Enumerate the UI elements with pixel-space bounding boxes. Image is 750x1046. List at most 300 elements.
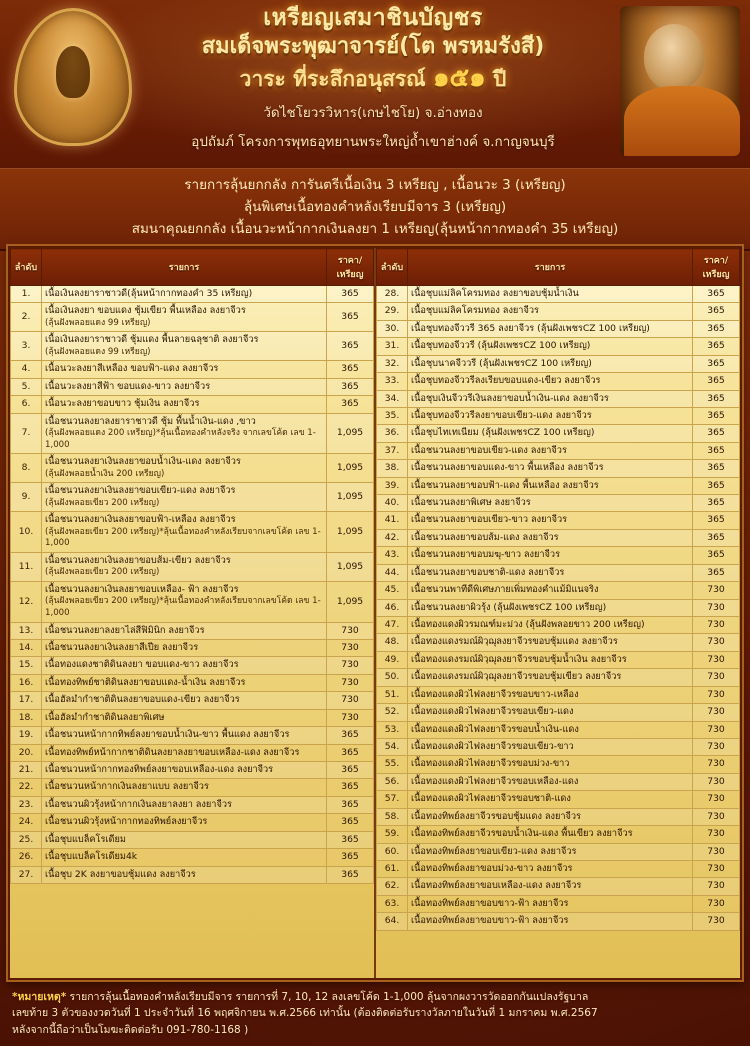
- row-price: 730: [693, 704, 740, 721]
- table-row: [377, 373, 740, 390]
- row-item: [42, 831, 327, 848]
- row-item: [42, 413, 327, 454]
- row-number: 22.: [11, 779, 42, 796]
- row-number: 63.: [377, 895, 408, 912]
- row-item: [408, 721, 693, 738]
- table-row: [11, 512, 374, 553]
- monk-portrait-icon: [620, 6, 740, 156]
- table-row: [377, 338, 740, 355]
- row-item: [408, 582, 693, 599]
- row-item: [42, 454, 327, 483]
- row-item: [408, 895, 693, 912]
- header-item: รายการ: [408, 249, 693, 286]
- row-item: [42, 692, 327, 709]
- table-row: [377, 669, 740, 686]
- row-price: 365: [327, 814, 374, 831]
- row-item: [408, 512, 693, 529]
- row-price: 730: [693, 860, 740, 877]
- table-row: [11, 779, 374, 796]
- row-item-main: เนื้อชุบ 2K ลงยาขอบชุ้มแดง ลงยาจีวร: [45, 868, 196, 880]
- row-number: 17.: [11, 692, 42, 709]
- row-number: 45.: [377, 582, 408, 599]
- promo-line-3: สมนาคุณยกกลัง เนื้อนวะหน้ากากเงินลงยา 1 เหรียญ(ลุ้นหน้ากากทองคำ 35 เหรียญ): [131, 220, 619, 237]
- title-line-2: สมเด็จพระพุฒาจารย์(โต พรหมรังสี): [201, 33, 545, 59]
- row-item: [408, 808, 693, 825]
- row-number: 25.: [11, 831, 42, 848]
- row-number: 60.: [377, 843, 408, 860]
- row-number: 24.: [11, 814, 42, 831]
- row-item-sub: (ลุ้นฝังพลอยแดง 200 เหรียญ)*ลุ้นเนื้อทองคำหลังจริง จากเลขโค้ด เลข 1-1,000: [45, 428, 316, 450]
- subtitle-line-1: วัดไชโยวรวิหาร(เกษไชโย) จ.อ่างทอง: [263, 105, 483, 122]
- row-price: 365: [693, 320, 740, 337]
- row-price: 365: [327, 378, 374, 395]
- row-item-main: เนื้อเงินลงยา ขอบแดง ชุ้มเขียว พื้นเหลือง ลงยาจีวร: [45, 305, 246, 317]
- row-item-main: เนื้อชุบเงินจีววรีเงินลงยาขอบน้ำเงิน-แดง ลงยาจีวร: [411, 392, 609, 404]
- row-item-main: เนื้อชุบทองจีววรีลงเรียบขอบแดง-เขียว ลงยาจีวร: [411, 375, 601, 387]
- row-item: [408, 529, 693, 546]
- table-row: [11, 727, 374, 744]
- row-price: 365: [327, 332, 374, 361]
- row-number: 56.: [377, 773, 408, 790]
- row-item-main: เนื้อชุบไทเทเนียม (ลุ้นฝังเพชรCZ 100 เหรียญ): [411, 427, 595, 439]
- table-header-row: [11, 249, 374, 286]
- row-item-main: เนื้อนวะลงยาสีเหลือง ขอบฟ้า-แดง ลงยาจีวร: [45, 363, 219, 375]
- table-row: [377, 651, 740, 668]
- row-item-main: เนื้อทองแดงผิวไฟลงยาจีวรขอบเหลือง-แดง: [411, 775, 579, 787]
- row-item-main: เนื้อชนวนหน้ากากทองทิพย์ลงยาขอบเหลือง-แดง ลงยาจีวร: [45, 763, 274, 775]
- row-price: 365: [327, 361, 374, 378]
- row-item-main: เนื้อนวะลงยาขอบขาว ชุ้มเงิน ลงยาจีวร: [45, 398, 200, 410]
- table-row: [377, 390, 740, 407]
- row-item: [42, 552, 327, 581]
- row-price: 730: [693, 599, 740, 616]
- row-item: [42, 483, 327, 512]
- row-item-main: เนื้อทองแดงผิวไฟลงยาจีวรขอบเขียว-ขาว: [411, 740, 574, 752]
- row-price: 365: [693, 547, 740, 564]
- row-number: 5.: [11, 378, 42, 395]
- row-number: 59.: [377, 826, 408, 843]
- title-line-3: [132, 61, 614, 96]
- table-row: [11, 709, 374, 726]
- table-row: [377, 791, 740, 808]
- anniversary-years: ๑๕๑: [432, 63, 486, 94]
- row-item: [42, 640, 327, 657]
- row-item: [408, 826, 693, 843]
- row-item: [408, 756, 693, 773]
- table-row: [377, 547, 740, 564]
- row-item-main: เนื้อทองทิพย์ลงยาจีวรขอบน้ำเงิน-แดง พื้นเขียว ลงยาจีวร: [411, 828, 633, 840]
- row-item: [42, 727, 327, 744]
- table-row: [377, 425, 740, 442]
- table-row: [11, 581, 374, 622]
- row-number: 33.: [377, 373, 408, 390]
- row-number: 26.: [11, 849, 42, 866]
- footer-line-3: หลังจากนี้ถือว่าเป็นโมฆะติดต่อรับ 091-780-1168 ): [12, 1023, 249, 1036]
- row-item: [408, 617, 693, 634]
- table-row: [11, 744, 374, 761]
- row-price: 365: [693, 442, 740, 459]
- row-item: [408, 704, 693, 721]
- row-price: 730: [693, 913, 740, 930]
- row-number: 19.: [11, 727, 42, 744]
- row-item: [408, 791, 693, 808]
- row-price: 730: [693, 582, 740, 599]
- row-price: 365: [327, 286, 374, 303]
- table-row: [11, 761, 374, 778]
- row-number: 37.: [377, 442, 408, 459]
- row-item: [408, 651, 693, 668]
- row-item-main: เนื้อทองแดงผิวไฟลงยาจีวรขอบขาว-เหลือง: [411, 688, 579, 700]
- row-item: [408, 634, 693, 651]
- row-price: 365: [693, 564, 740, 581]
- footer-line-1: รายการลุ้นเนื้อทองคำหลังเรียบมีจาร รายการที่ 7, 10, 12 ลงเลขโค้ด 1-1,000 ลุ้นจากผงวารวัดออกกันแปลงรัฐบาล: [66, 991, 589, 1004]
- row-number: 35.: [377, 407, 408, 424]
- table-row: [377, 913, 740, 930]
- table-row: [377, 407, 740, 424]
- row-item: [408, 878, 693, 895]
- row-number: 46.: [377, 599, 408, 616]
- table-row: [377, 686, 740, 703]
- row-item-main: เนื้อชนวนหน้ากากทิพย์ลงยาขอบน้ำเงิน-ขาว พื้นแดง ลงยาจีวร: [45, 729, 290, 741]
- table-row: [377, 477, 740, 494]
- row-item: [408, 320, 693, 337]
- row-number: 9.: [11, 483, 42, 512]
- row-item: [408, 773, 693, 790]
- row-item-main: เนื้อชุบทองจีววรี 365 ลงยาจีวร (ลุ้นฝังเพชรCZ 100 เหรียญ): [411, 322, 650, 334]
- header-item: รายการ: [42, 249, 327, 286]
- row-number: 50.: [377, 669, 408, 686]
- row-item: [42, 286, 327, 303]
- row-number: 41.: [377, 512, 408, 529]
- poster-header: [0, 0, 750, 168]
- row-price: 365: [693, 425, 740, 442]
- table-row: [377, 634, 740, 651]
- table-row: [11, 361, 374, 378]
- row-number: 15.: [11, 657, 42, 674]
- row-price: 365: [693, 355, 740, 372]
- row-item-main: เนื้อเงินลงยาราชาวดี(ลุ้นหน้ากากทองคำ 35 เหรียญ): [45, 288, 253, 299]
- row-item: [408, 390, 693, 407]
- row-price: 1,095: [327, 512, 374, 553]
- table-row: [377, 355, 740, 372]
- row-item-main: เนื้อชนวนลงยาขอบมฆุ-ขาว ลงยาจีวร: [411, 549, 561, 561]
- row-item: [408, 599, 693, 616]
- row-item: [408, 338, 693, 355]
- row-item-main: เนื้อชนวนลงยาขอบชาติ-แดง ลงยาจีวร: [411, 566, 565, 578]
- table-row: [377, 564, 740, 581]
- row-item-main: เนื้อชนวนลงยาลงยาราชาวดี ชุ้ม พื้นน้ำเงิน-แดง ,ขาว: [45, 415, 256, 427]
- row-item-main: เนื้อชนวนลงยาขอบฟ้า-แดง พื้นเหลือง ลงยาจีวร: [411, 479, 599, 491]
- table-row: [11, 396, 374, 413]
- row-item-main: เนื้อทองแดงรมณ์ผิวฺฌุลงยาจีวรขอบชุ้มแดง ลงยาจีวร: [411, 636, 618, 648]
- table-row: [377, 860, 740, 877]
- title-line-1: เหรียญเสมาชินบัญชร: [263, 5, 483, 31]
- row-item: [42, 709, 327, 726]
- row-price: 730: [693, 617, 740, 634]
- row-number: 47.: [377, 617, 408, 634]
- table-row: [377, 582, 740, 599]
- row-number: 1.: [11, 286, 42, 303]
- row-item-main: เนื้อทองแดงรมณ์ผิวฺฌุลงยาจีวรขอบชุ้มเขียว ลงยาจีวร: [411, 671, 622, 683]
- row-number: 43.: [377, 547, 408, 564]
- row-number: 51.: [377, 686, 408, 703]
- row-item: [42, 744, 327, 761]
- row-price: 730: [693, 843, 740, 860]
- row-price: 365: [327, 849, 374, 866]
- table-row: [377, 617, 740, 634]
- row-item-main: เนื้อนวะลงยาสีฟ้า ขอบแดง-ขาว ลงยาจีวร: [45, 380, 211, 392]
- row-item-main: เนื้อชุบแม่ลิคโครมทอง ลงยาจีวร: [411, 305, 539, 317]
- row-number: 2.: [11, 303, 42, 332]
- table-row: [11, 552, 374, 581]
- row-price: 730: [327, 674, 374, 691]
- row-item-main: เนื้อทองทิพย์ลงยาขอบขาว-ฟ้า ลงยาจีวร: [411, 897, 569, 909]
- row-number: 6.: [11, 396, 42, 413]
- table-row: [11, 640, 374, 657]
- row-price: 730: [327, 692, 374, 709]
- row-item: [42, 657, 327, 674]
- row-item: [42, 396, 327, 413]
- row-item: [408, 303, 693, 320]
- row-item: [408, 860, 693, 877]
- row-price: 365: [693, 512, 740, 529]
- footer-note: [8, 987, 742, 1040]
- row-item: [408, 686, 693, 703]
- row-item-main: เนื้อชนวนลงยาขอบเขียว-แดง ลงยาจีวร: [411, 444, 567, 456]
- row-price: 730: [693, 686, 740, 703]
- row-item-main: เนื้อทองแดงผิวไฟลงยาจีวรขอบน้ำเงิน-แดง: [411, 723, 579, 735]
- row-price: 365: [693, 477, 740, 494]
- row-item-main: เนื้อชนวนลงยาเงินลงยาขอบเหลือง- ฟ้า ลงยาจีวร: [45, 583, 239, 595]
- row-item-main: เนื้อชนวนลงยาผิวรุ้ง (ลุ้นฝังเพชรCZ 100 เหรียญ): [411, 601, 607, 613]
- row-number: 52.: [377, 704, 408, 721]
- table-row: [377, 495, 740, 512]
- row-price: 730: [693, 808, 740, 825]
- table-row: [377, 773, 740, 790]
- table-row: [11, 866, 374, 883]
- row-item: [42, 796, 327, 813]
- row-item: [42, 581, 327, 622]
- row-price: 730: [327, 640, 374, 657]
- row-item-main: เนื้อฮัลมำกำชาติดินลงยาพิเศษ: [45, 711, 165, 723]
- row-item: [42, 303, 327, 332]
- table-row: [377, 512, 740, 529]
- title-line-3-post: ปี: [485, 67, 507, 92]
- row-price: 365: [327, 396, 374, 413]
- row-price: 365: [693, 338, 740, 355]
- row-item-main: เนื้อเงินลงยาราชาวดี ชุ้มแดง พื้นลายฉลุชาติ ลงยาจีวร: [45, 334, 259, 346]
- row-number: 16.: [11, 674, 42, 691]
- row-item-main: เนื้อชนวนลงยาขอบแดง-ขาว พื้นเหลือง ลงยาจีวร: [411, 462, 604, 474]
- row-item-main: เนื้อชุบแม่ลิคโครมทอง ลงยาขอบชุ้มน้ำเงิน: [411, 288, 579, 299]
- table-row: [11, 378, 374, 395]
- price-list-left-column: [10, 248, 376, 978]
- row-number: 61.: [377, 860, 408, 877]
- row-item-main: เนื้อทองทิพย์ลงยาขอบเขียว-แดง ลงยาจีวร: [411, 845, 577, 857]
- row-item-sub: (ลุ้นฝังพลอยเขียว 200 เหรียญ)*ลุ้นเนื้อทองคำหลังเรียบจากเลขโค้ด เลข 1-1,000: [45, 526, 321, 549]
- table-row: [11, 332, 374, 361]
- row-item-main: เนื้อชนวนผิวรุ้งหน้ากากทองทิพย์ลงยาจีวร: [45, 816, 208, 828]
- row-item: [408, 564, 693, 581]
- row-item-main: เนื้อทองทิพย์ลงยาขอบขาว-ฟ้า ลงยาจีวร: [411, 915, 569, 927]
- row-price: 365: [693, 286, 740, 303]
- table-row: [377, 826, 740, 843]
- row-number: 64.: [377, 913, 408, 930]
- table-row: [377, 286, 740, 303]
- row-number: 54.: [377, 738, 408, 755]
- price-list-table: [8, 246, 742, 980]
- table-row: [11, 454, 374, 483]
- price-table-right: [376, 248, 740, 931]
- header-no: ลำดับ: [377, 249, 408, 286]
- table-row: [377, 442, 740, 459]
- row-item-main: เนื้อทองทิพย์ลงยาขอบม่วง-ขาว ลงยาจีวร: [411, 862, 573, 874]
- row-price: 730: [327, 709, 374, 726]
- header-price: ราคา/เหรียญ: [693, 249, 740, 286]
- row-item-main: เนื้อชนวนลงยาเงินลงยาขอบเขียว-แดง ลงยาจีวร: [45, 485, 236, 497]
- row-price: 365: [693, 407, 740, 424]
- row-price: 1,095: [327, 454, 374, 483]
- row-item-main: เนื้อชนวนลงยาเงินลงยาสีเปีย ลงยาจีวร: [45, 642, 199, 654]
- row-number: 28.: [377, 286, 408, 303]
- row-item-main: เนื้อชนวนลงยาเงินลงยาขอบฟ้า-เหลือง ลงยาจีวร: [45, 514, 236, 526]
- row-item-main: เนื้อชุบทองจีววรีลงยาขอบเขียว-แดง ลงยาจีวร: [411, 409, 592, 421]
- header-text-block: [132, 4, 614, 154]
- row-number: 40.: [377, 495, 408, 512]
- row-number: 10.: [11, 512, 42, 553]
- table-row: [377, 320, 740, 337]
- row-price: 730: [693, 895, 740, 912]
- row-item: [408, 477, 693, 494]
- row-number: 49.: [377, 651, 408, 668]
- row-item-main: เนื้อชนวนลงยาลงยาไล่สีฟิมินิก ลงยาจีวร: [45, 624, 205, 636]
- row-item: [408, 843, 693, 860]
- row-item-main: เนื้อทองทิพย์ลงยาขอบเหลือง-แดง ลงยาจีวร: [411, 880, 582, 892]
- promo-line-2: ลุ้นพิเศษเนื้อทองคำหลังเรียบมีจาร 3 (เหรียญ): [243, 198, 507, 215]
- row-item-main: เนื้อชนวนลงยาเงินลงยาขอบน้ำเงิน-แดง ลงยาจีวร: [45, 456, 241, 468]
- table-row: [377, 460, 740, 477]
- row-price: 365: [693, 460, 740, 477]
- table-row: [11, 796, 374, 813]
- row-item-main: เนื้อทองทิพย์ลงยาจีวรขอบชุ้มแดง ลงยาจีวร: [411, 810, 581, 822]
- row-item: [408, 425, 693, 442]
- row-number: 32.: [377, 355, 408, 372]
- row-number: 7.: [11, 413, 42, 454]
- row-item: [408, 669, 693, 686]
- row-item-main: เนื้อทองแดงชาติดินลงยา ขอบแดง-ขาว ลงยาจีวร: [45, 659, 239, 671]
- row-item: [42, 779, 327, 796]
- row-item: [42, 332, 327, 361]
- table-row: [11, 657, 374, 674]
- row-number: 31.: [377, 338, 408, 355]
- row-price: 365: [327, 796, 374, 813]
- row-item-main: เนื้อชนวนหน้ากากเงินลงยาแบบ ลงยาจีวร: [45, 781, 209, 793]
- table-row: [377, 895, 740, 912]
- row-price: 730: [693, 756, 740, 773]
- row-item-main: เนื้อชุบนาคจีววรี (ลุ้นฝังเพชรCZ 100 เหรียญ): [411, 357, 592, 369]
- row-item-main: เนื้อทองแดงผิวรมณฑ์มะม่วง (ลุ้นฝังพลอยขาว 200 เหรียญ): [411, 619, 645, 631]
- table-row: [11, 674, 374, 691]
- row-price: 365: [693, 303, 740, 320]
- price-table-left: [10, 248, 374, 884]
- row-number: 38.: [377, 460, 408, 477]
- row-item-main: เนื้อทองแดงผิวไฟลงยาจีวรขอบชาติ-แดง: [411, 793, 571, 805]
- row-number: 29.: [377, 303, 408, 320]
- row-item-main: เนื้อชุบแบล็คโรเดียม: [45, 833, 126, 845]
- row-item-sub: (ลุ้นฝังพลอยเขียว 200 เหรียญ)*ลุ้นเนื้อทองคำหลังเรียบจากเลขโค้ด เลข 1-1,000: [45, 596, 321, 618]
- row-item: [42, 674, 327, 691]
- row-item: [42, 512, 327, 553]
- row-item: [42, 814, 327, 831]
- row-number: 3.: [11, 332, 42, 361]
- row-item-main: เนื้อทองแดงรมณ์ผิวฺฌุลงยาจีวรขอบชุ้มน้ำเงิน ลงยาจีวร: [411, 653, 627, 665]
- row-number: 23.: [11, 796, 42, 813]
- table-row: [11, 286, 374, 303]
- row-price: 730: [693, 826, 740, 843]
- header-no: ลำดับ: [11, 249, 42, 286]
- table-row: [377, 878, 740, 895]
- table-row: [377, 808, 740, 825]
- table-row: [11, 849, 374, 866]
- promo-banner: [0, 168, 750, 251]
- row-item-sub: (ลุ้นฝังพลอยเขียว 200 เหรียญ): [45, 567, 160, 578]
- table-row: [377, 843, 740, 860]
- row-price: 730: [327, 622, 374, 639]
- row-item: [408, 407, 693, 424]
- row-number: 14.: [11, 640, 42, 657]
- row-number: 21.: [11, 761, 42, 778]
- title-line-3-pre: วาระ ที่ระลึกอนุสรณ์: [239, 67, 433, 92]
- row-item: [42, 622, 327, 639]
- row-item-main: เนื้อทองแดงผิวไฟลงยาจีวรขอบเขียว-แดง: [411, 706, 574, 718]
- row-number: 44.: [377, 564, 408, 581]
- row-number: 42.: [377, 529, 408, 546]
- row-item-main: เนื้อชนวนลงยาขอบเขียว-ขาว ลงยาจีวร: [411, 514, 568, 526]
- row-item: [408, 495, 693, 512]
- row-price: 365: [327, 779, 374, 796]
- row-number: 20.: [11, 744, 42, 761]
- row-number: 57.: [377, 791, 408, 808]
- row-item-main: เนื้อทองแดงผิวไฟลงยาจีวรขอบม่วง-ขาว: [411, 758, 570, 770]
- row-number: 30.: [377, 320, 408, 337]
- table-row: [377, 738, 740, 755]
- row-item-main: เนื้อชนวนลงยาเงินลงยาขอบส้ม-เขียว ลงยาจีวร: [45, 554, 231, 566]
- table-header-row: [377, 249, 740, 286]
- row-price: 1,095: [327, 581, 374, 622]
- row-price: 1,095: [327, 413, 374, 454]
- table-row: [11, 814, 374, 831]
- row-item: [408, 547, 693, 564]
- row-number: 36.: [377, 425, 408, 442]
- table-row: [11, 483, 374, 512]
- row-number: 34.: [377, 390, 408, 407]
- row-price: 730: [693, 651, 740, 668]
- row-number: 39.: [377, 477, 408, 494]
- row-item: [408, 442, 693, 459]
- row-item: [408, 286, 693, 303]
- footer-note-label: *หมายเหตุ*: [12, 991, 67, 1004]
- row-price: 730: [693, 721, 740, 738]
- row-item-main: เนื้อชุบทองจีววรี (ลุ้นฝังเพชรCZ 100 เหรียญ): [411, 340, 591, 352]
- row-price: 365: [327, 866, 374, 883]
- row-price: 730: [693, 878, 740, 895]
- table-row: [377, 529, 740, 546]
- row-item-main: เนื้อชนวนพาทีดีพิเศษภายเพิ่มทองคำแม้มิแนจริง: [411, 584, 599, 596]
- promo-line-1: รายการลุ้นยกกลัง การันตรีเนื้อเงิน 3 เหรียญ , เนื้อนวะ 3 (เหรียญ): [184, 177, 566, 193]
- row-item: [42, 849, 327, 866]
- table-row: [377, 599, 740, 616]
- row-price: 730: [693, 669, 740, 686]
